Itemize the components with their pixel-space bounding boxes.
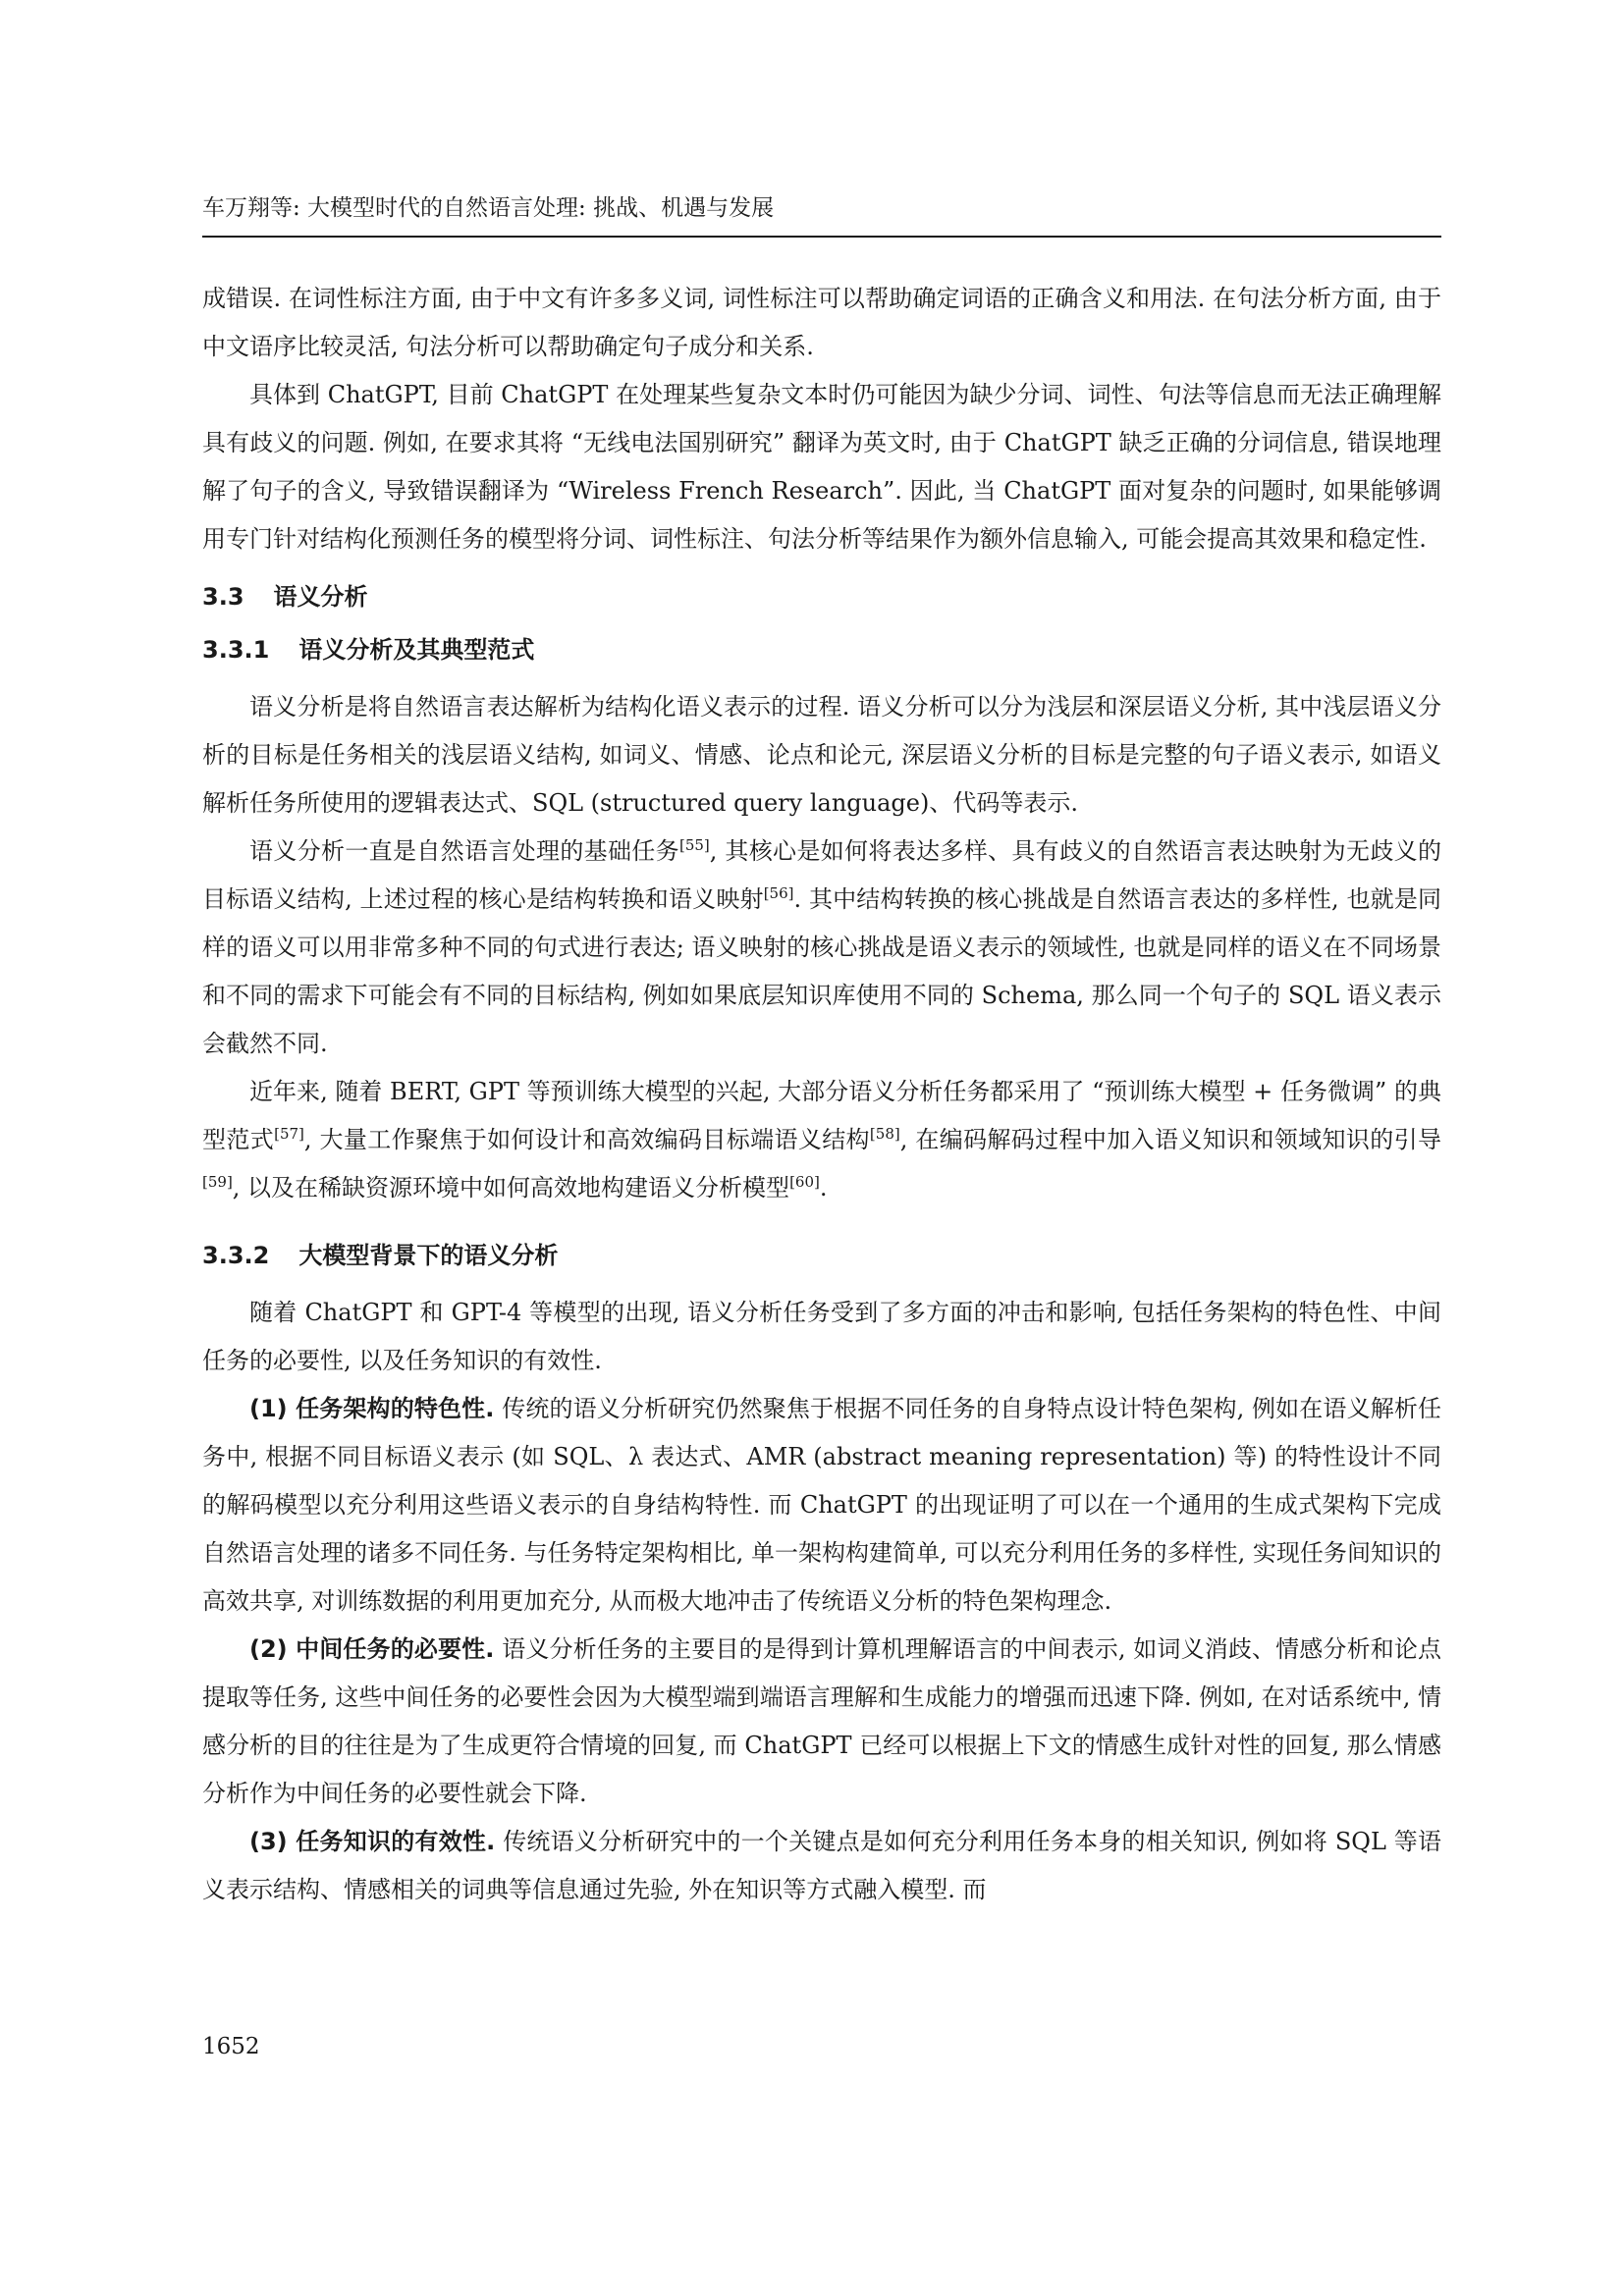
citation-56: [56] [763,884,794,902]
text-run: , 其核心是如何将表达多样、具有歧义的自然语言表达映射为无歧义的目标语义结构, 上述过程的核心是结构转换和语义映射 [202,837,1441,913]
section-number: 3.3 [202,583,244,611]
paragraph-item-3 [202,1818,1441,1914]
item-1-text: 传统的语义分析研究仍然聚焦于根据不同任务的自身特点设计特色架构, 例如在语义解析任务中, 根据不同目标语义表示 (如 SQL、λ 表达式、AMR (abstract meaning representation) 等) 的特性设计不同的解码模型以充分利用这些语义表示的自身结构特性. 而 ChatGPT 的出现证明了可以在一个通用的生成式架构下完成自然语言处理的诸多不同任务. 与任务特定架构相比, 单一架构构建简单, 可以充分利用任务的多样性, 实现任务间知识的高效共享, 对训练数据的利用更加充分, 从而极大地冲击了传统语义分析的特色架构理念. [202,1395,1442,1615]
item-1-lead: (1) 任务架构的特色性. [249,1395,495,1422]
text-run: . [819,1174,828,1201]
paragraph-semantic-core [202,828,1441,1068]
text-run: , 以及在稀缺资源环境中如何高效地构建语义分析模型 [232,1174,790,1201]
page-number: 1652 [202,2034,260,2059]
item-2-lead: (2) 中间任务的必要性. [249,1635,495,1663]
subsection-heading-3-3-2 [202,1236,1441,1275]
paragraph-semantic-definition: 语义分析是将自然语言表达解析为结构化语义表示的过程. 语义分析可以分为浅层和深层语义分析, 其中浅层语义分析的目标是任务相关的浅层语义结构, 如词义、情感、论点和论元, 深层语义分析的目标是完整的句子语义表示, 如语义解析任务所使用的逻辑表达式、SQL (structured query language)、代码等表示. [202,693,1441,817]
section-title: 语义分析 [273,583,368,611]
section-heading-3-3 [202,577,1441,616]
paragraph-recent-years [202,1068,1441,1212]
paragraph-chatgpt-ambiguity: 具体到 ChatGPT, 目前 ChatGPT 在处理某些复杂文本时仍可能因为缺少分词、词性、句法等信息而无法正确理解具有歧义的问题. 例如, 在要求其将 “无线电法国别研究” 翻译为英文时, 由于 ChatGPT 缺乏正确的分词信息, 错误地理解了句子的含义, 导致错误翻译为 “Wireless French Research”. 因此, 当 ChatGPT 面对复杂的问题时, 如果能够调用专门针对结构化预测任务的模型将分词、词性标注、句法分析等结果作为额外信息输入, 可能会提高其效果和稳定性. [202,381,1441,553]
paragraph-llm-impact: 随着 ChatGPT 和 GPT-4 等模型的出现, 语义分析任务受到了多方面的冲击和影响, 包括任务架构的特色性、中间任务的必要性, 以及任务知识的有效性. [202,1299,1441,1374]
running-header: 车万翔等: 大模型时代的自然语言处理: 挑战、机遇与发展 [202,188,1441,238]
subsection-title: 大模型背景下的语义分析 [298,1242,559,1269]
item-2-text: 语义分析任务的主要目的是得到计算机理解语言的中间表示, 如词义消歧、情感分析和论点提取等任务, 这些中间任务的必要性会因为大模型端到端语言理解和生成能力的增强而迅速下降. 例如, 在对话系统中, 情感分析的目的往往是为了生成更符合情境的回复, 而 ChatGPT 已经可以根据上下文的情感生成针对性的回复, 那么情感分析作为中间任务的必要性就会下降. [202,1635,1442,1807]
paragraph-continued: 成错误. 在词性标注方面, 由于中文有许多多义词, 词性标注可以帮助确定词语的正确含义和用法. 在句法分析方面, 由于中文语序比较灵活, 句法分析可以帮助确定句子成分和关系. [202,285,1441,360]
citation-57: [57] [274,1125,304,1143]
citation-60: [60] [789,1173,820,1191]
text-run: 语义分析一直是自然语言处理的基础任务 [249,837,679,865]
paragraph-item-2 [202,1626,1441,1818]
text-run: . 其中结构转换的核心挑战是自然语言表达的多样性, 也就是同样的语义可以用非常多种不同的句式进行表达; 语义映射的核心挑战是语义表示的领域性, 也就是同样的语义在不同场景和不同的需求下可能会有不同的目标结构, 例如如果底层知识库使用不同的 Schema, 那么同一个句子的 SQL 语义表示会截然不同. [202,885,1442,1057]
citation-58: [58] [869,1125,900,1143]
subsection-heading-3-3-1 [202,630,1441,669]
citation-59: [59] [202,1173,233,1191]
subsection-number: 3.3.2 [202,1242,270,1269]
text-run: , 在编码解码过程中加入语义知识和领域知识的引导 [899,1126,1442,1153]
text-run: , 大量工作聚焦于如何设计和高效编码目标端语义结构 [303,1126,870,1153]
citation-55: [55] [678,836,710,854]
text-run: 近年来, 随着 BERT, GPT 等预训练大模型的兴起, 大部分语义分析任务都采用了 “预训练大模型 + 任务微调” 的典型范式 [202,1078,1441,1153]
paragraph-item-1 [202,1385,1441,1626]
item-3-text: 传统语义分析研究中的一个关键点是如何充分利用任务本身的相关知识, 例如将 SQL 等语义表示结构、情感相关的词典等信息通过先验, 外在知识等方式融入模型. 而 [202,1828,1441,1903]
body-text [202,275,1441,1914]
subsection-title: 语义分析及其典型范式 [298,636,535,664]
subsection-number: 3.3.1 [202,636,270,664]
item-3-lead: (3) 任务知识的有效性. [249,1828,496,1855]
